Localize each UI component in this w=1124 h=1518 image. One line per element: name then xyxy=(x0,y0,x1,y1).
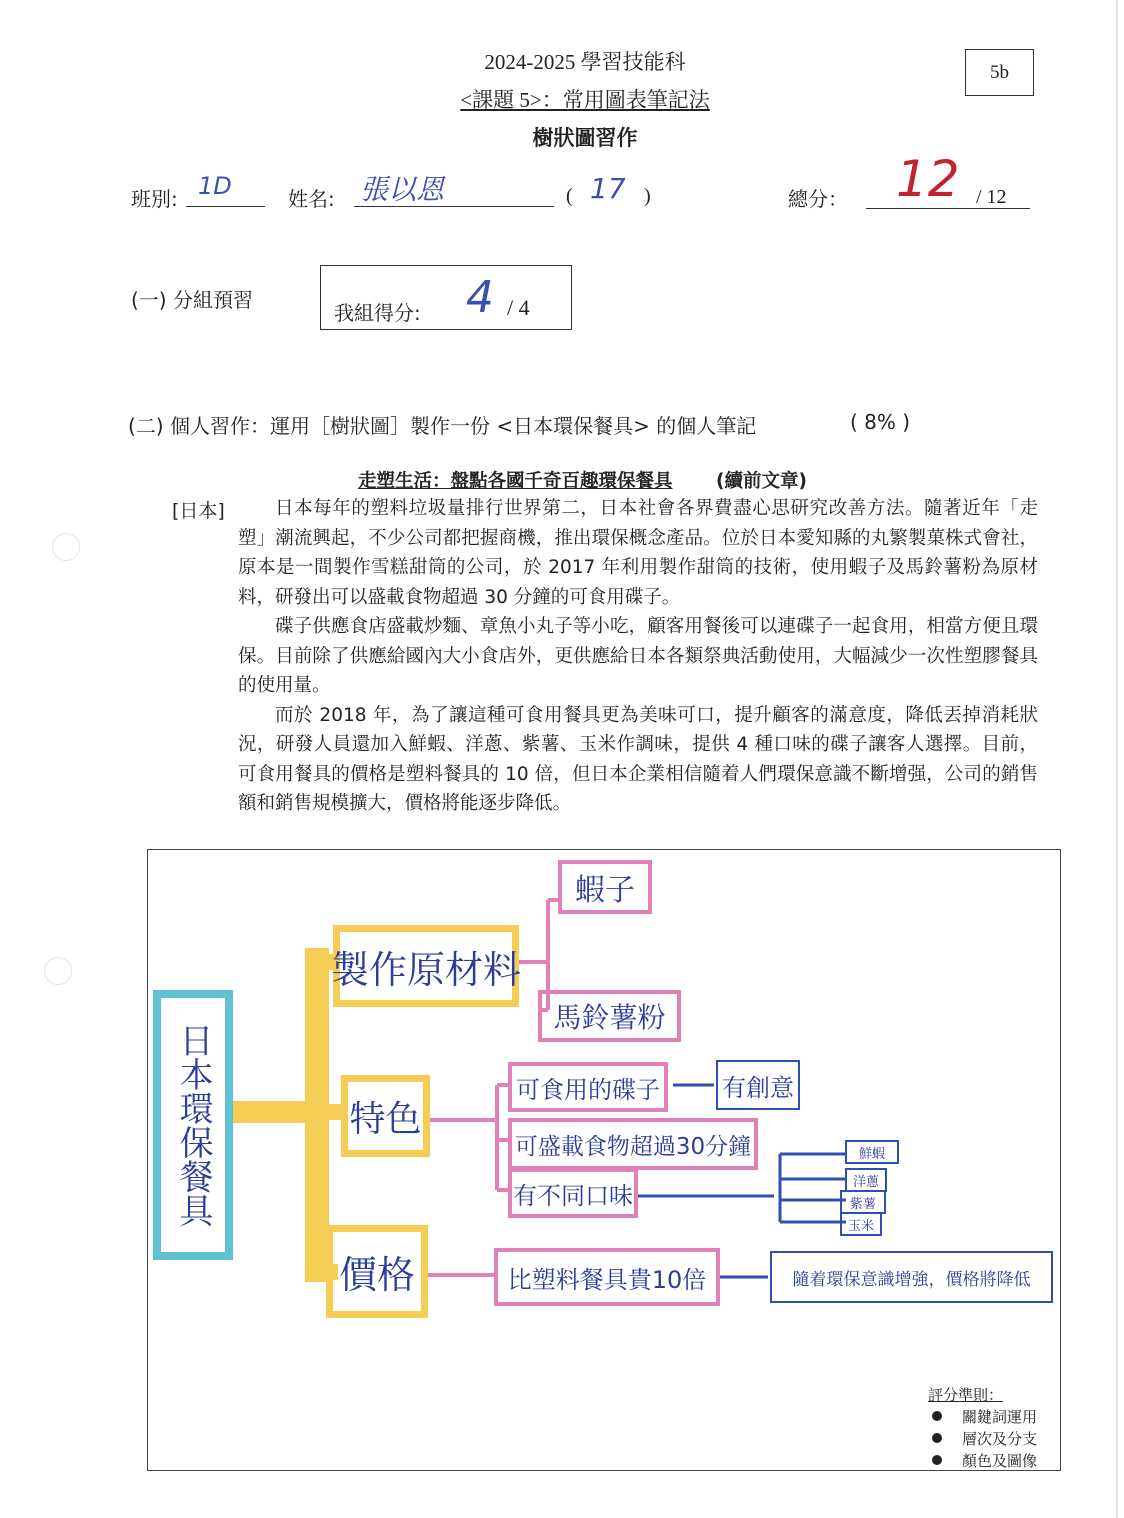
total-max: / 12 xyxy=(976,186,1007,208)
worksheet-code: 5b xyxy=(965,49,1034,96)
section-1-label: (一) 分組預習 xyxy=(131,288,253,312)
name-label: 姓名: xyxy=(288,187,335,211)
tree-note-flavour: 洋蔥 xyxy=(845,1168,887,1192)
tree-leaf-shrimp: 蝦子 xyxy=(558,860,652,914)
rubric-item xyxy=(928,1405,1037,1427)
exercise-title: 樹狀圖習作 xyxy=(532,126,638,150)
article-title: 走塑生活：盤點各國千奇百趣環保餐具 xyxy=(358,471,673,492)
group-score-max: / 4 xyxy=(507,295,530,320)
article-title-suffix: (續前文章) xyxy=(716,471,807,492)
class-number: 17 xyxy=(590,172,626,205)
class-label: 班別: xyxy=(131,187,178,211)
tree-note-flavour: 紫薯 xyxy=(840,1190,886,1214)
tree-note-creative: 有創意 xyxy=(716,1060,800,1110)
rubric-title: 評分準則： xyxy=(928,1385,1004,1404)
tree-branch-features: 特色 xyxy=(341,1075,430,1157)
connector-features xyxy=(428,1085,508,1190)
tree-note-flavour: 玉米 xyxy=(840,1212,882,1236)
article-paragraph: 而於 2018 年，為了讓這種可食用餐具更為美味可口，提升顧客的滿意度，降低丟掉消耗狀況，研發人員還加入鮮蝦、洋蔥、紫薯、玉米作調味，提供 4 種口味的碟子讓客人選擇。目前，可食用餐具的價格是塑料餐具的 10 倍，但日本企業相信隨着人們環保意識不斷增强，公司的銷售額和銷售規模擴大，價格將能逐步降低。 xyxy=(238,704,1038,814)
tree-branch-price: 價格 xyxy=(326,1225,428,1318)
course-title: 2024-2025 學習技能科 xyxy=(484,50,686,74)
class-value: 1D xyxy=(198,172,232,200)
section-2-label: (二) 個人習作：運用［樹狀圖］製作一份 <日本環保餐具> 的個人筆記 xyxy=(128,414,757,438)
bullet-icon xyxy=(932,1433,942,1443)
connector-branch-2 xyxy=(318,1104,342,1120)
group-score-label: 我組得分: xyxy=(334,301,421,325)
article-paragraph: 碟子供應食店盛載炒麵、章魚小丸子等小吃，顧客用餐後可以連碟子一起食用，相當方便且環保。目前除了供應給國內大小食店外，更供應給日本各類祭典活動使用，大幅減少一次性塑膠餐具的使用量。 xyxy=(238,616,1038,696)
rubric-item xyxy=(928,1449,1037,1471)
tree-note-price-drop: 隨着環保意識增強，價格將降低 xyxy=(770,1251,1053,1303)
topic-title: <課題 5>：常用圖表筆記法 xyxy=(460,88,710,112)
tree-leaf-potato-starch: 馬鈴薯粉 xyxy=(538,990,681,1042)
number-open: ( xyxy=(566,185,573,207)
rubric-item-label: 層次及分支 xyxy=(962,1429,1038,1448)
tree-root: 日本環保餐具 xyxy=(153,990,233,1260)
number-close: ) xyxy=(644,185,651,207)
section-2-weight: ( 8% ) xyxy=(850,410,911,434)
name-value: 張以恩 xyxy=(360,173,445,206)
rubric-item-label: 顏色及圖像 xyxy=(962,1451,1038,1470)
total-label: 總分： xyxy=(788,187,848,211)
bullet-icon xyxy=(932,1455,942,1465)
tree-note-flavour: 鮮蝦 xyxy=(845,1140,899,1164)
total-score: 12 xyxy=(896,150,960,208)
article-region: [日本] xyxy=(172,500,225,522)
tree-leaf-30-minutes: 可盛載食物超過30分鐘 xyxy=(508,1118,758,1170)
article-paragraph: 日本每年的塑料垃圾量排行世界第二，日本社會各界費盡心思研究改善方法。隨著近年「走塑」潮流興起，不少公司都把握商機，推出環保概念產品。位於日本愛知縣的丸繁製菓株式會社，原本是一間製作雪糕甜筒的公司，於 2017 年利用製作甜筒的技術，使用蝦子及馬鈴薯粉為原材料，研發出可以盛載食物超過 30 分鐘的可食用碟子。 xyxy=(238,498,1038,608)
tree-branch-materials: 製作原材料 xyxy=(333,925,519,1007)
tree-leaf-edible-plate: 可食用的碟子 xyxy=(508,1062,668,1112)
rubric xyxy=(928,1383,1037,1471)
rubric-item-label: 關鍵詞運用 xyxy=(962,1407,1038,1426)
bullet-icon xyxy=(932,1411,942,1421)
tree-leaf-flavours: 有不同口味 xyxy=(508,1168,638,1218)
group-score-value: 4 xyxy=(466,272,494,323)
tree-leaf-10x-price: 比塑料餐具貴10倍 xyxy=(494,1248,720,1306)
rubric-item xyxy=(928,1427,1037,1449)
